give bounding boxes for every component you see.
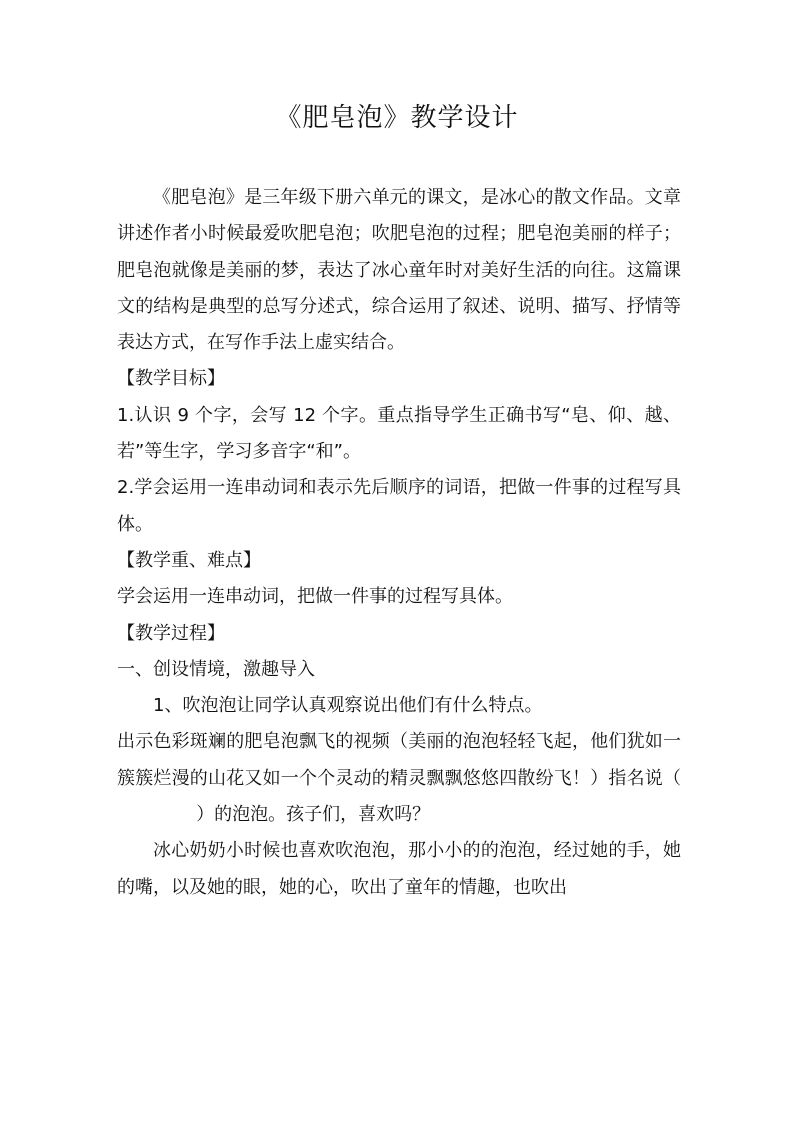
keypoints-text: 学会运用一连串动词，把做一件事的过程写具体。	[117, 586, 513, 608]
document-body	[117, 180, 681, 906]
goal-1: 1.认识 9 个字，会写 12 个字。重点指导学生正确书写“皂、仰、越、若”等生字，学习多音字“和”。	[117, 404, 681, 463]
keypoints-heading: 【教学重、难点】	[117, 549, 261, 571]
process-heading: 【教学过程】	[117, 622, 225, 644]
goal-2: 2.学会运用一连串动词和表示先后顺序的词语，把做一件事的过程写具体。	[117, 477, 681, 535]
intro-paragraph: 《肥皂泡》是三年级下册六单元的课文，是冰心的散文作品。文章讲述作者小时候最爱吹肥皂泡；吹肥皂泡的过程；肥皂泡美丽的样子；肥皂泡就像是美丽的梦，表达了冰心童年时对美好生活的向往。这篇课文的结构是典型的总写分述式，综合运用了叙述、说明、描写、抒情等表达方式，在写作手法上虚实结合。	[117, 187, 681, 354]
video-text-a: 出示色彩斑斓的肥皂泡飘飞的视频（美丽的泡泡轻轻飞起，他们犹如一簇簇烂漫的山花又如一个个灵动的精灵飘飘悠悠四散纷飞！）指名说（	[117, 731, 681, 789]
document-title: 《肥皂泡》教学设计	[275, 103, 519, 133]
section-1-heading: 一、创设情境，激趣导入	[117, 658, 315, 680]
video-text-b: ）的泡泡。孩子们，喜欢吗？	[196, 804, 431, 826]
video-description	[117, 724, 681, 833]
bingxin-paragraph: 冰心奶奶小时候也喜欢吹泡泡，那小小的的泡泡，经过她的手，她的嘴，以及她的眼，她的心，吹出了童年的情趣，也吹出	[117, 840, 681, 898]
step-1: 1、吹泡泡让同学认真观察说出他们有什么特点。	[153, 695, 543, 717]
goals-heading: 【教学目标】	[117, 368, 225, 390]
